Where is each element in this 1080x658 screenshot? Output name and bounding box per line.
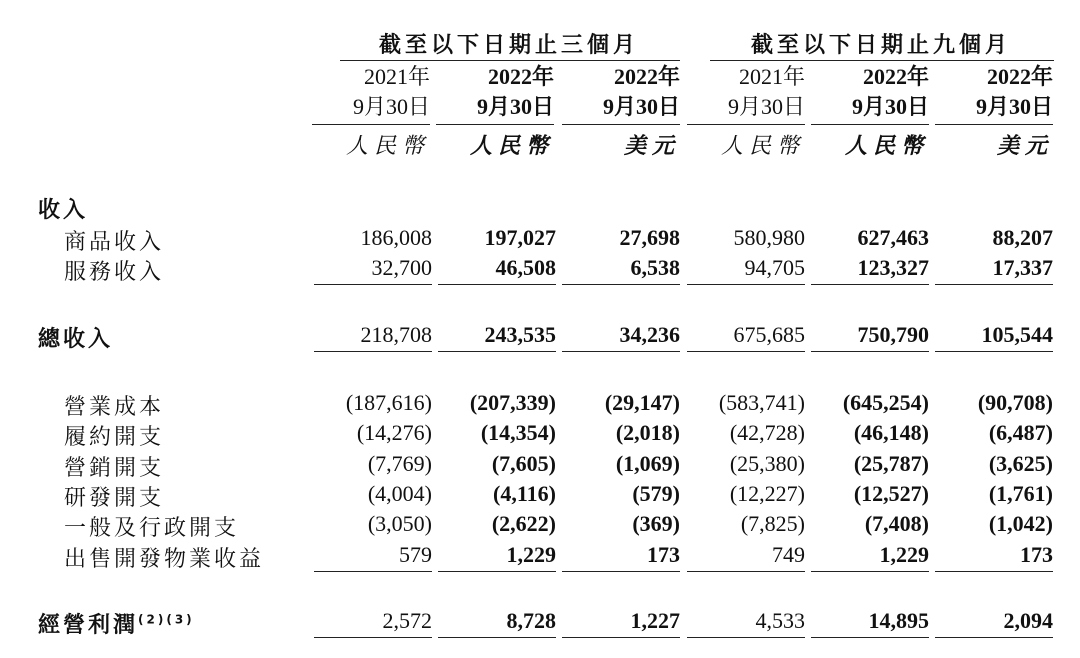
value-product-revenue-col4: 580,980 (733, 225, 805, 250)
value-g-and-a-col1: (3,050) (367, 511, 432, 536)
subtotal-rule (687, 637, 805, 638)
value-total-revenue-col3: 34,236 (619, 322, 680, 347)
subtotal-rule (687, 571, 805, 572)
row-label-property-gain: 出售開發物業收益 (64, 546, 265, 571)
column-header-3 (560, 62, 680, 161)
value-rnd-col4: (12,227) (729, 481, 805, 506)
row-label-cost-of-revenue: 營業成本 (64, 394, 165, 419)
column-header-5 (809, 62, 929, 161)
column-header-year: 2022年 (862, 64, 929, 89)
row-label-service-revenue: 服務收入 (64, 259, 165, 284)
subtotal-rule (935, 571, 1053, 572)
subtotal-rule (314, 351, 432, 352)
column-header-date: 9月30日 (975, 94, 1053, 119)
value-rnd-col1: (4,004) (367, 481, 432, 506)
value-service-revenue-col6: 17,337 (992, 255, 1053, 280)
value-rnd-col3: (579) (632, 481, 680, 506)
value-rnd-col6: (1,761) (988, 481, 1053, 506)
column-header-rule (811, 124, 929, 125)
value-cost-of-revenue-col5: (645,254) (842, 390, 929, 415)
value-property-gain-col1: 579 (399, 542, 432, 567)
value-marketing-col6: (3,625) (988, 451, 1053, 476)
column-header-rule (562, 124, 680, 125)
subtotal-rule (562, 637, 680, 638)
value-service-revenue-col2: 46,508 (495, 255, 556, 280)
column-header-date: 9月30日 (727, 94, 805, 119)
column-header-currency: 人民幣 (720, 133, 805, 158)
value-cost-of-revenue-col4: (583,741) (718, 390, 805, 415)
subtotal-rule (314, 571, 432, 572)
column-header-rule (312, 124, 430, 125)
value-marketing-col3: (1,069) (615, 451, 680, 476)
value-product-revenue-col3: 27,698 (619, 225, 680, 250)
value-product-revenue-col1: 186,008 (360, 225, 432, 250)
subtotal-rule (562, 284, 680, 285)
column-header-currency: 美元 (996, 133, 1053, 158)
column-header-year: 2022年 (487, 64, 554, 89)
subtotal-rule (687, 284, 805, 285)
subtotal-rule (935, 284, 1053, 285)
operating-profit-text: 經營利潤 (38, 613, 139, 638)
column-header-date: 9月30日 (602, 94, 680, 119)
value-g-and-a-col6: (1,042) (988, 511, 1053, 536)
value-property-gain-col5: 1,229 (879, 542, 929, 567)
subtotal-rule (687, 351, 805, 352)
column-header-1 (310, 62, 430, 161)
value-cost-of-revenue-col2: (207,339) (469, 390, 556, 415)
subtotal-rule (438, 284, 556, 285)
value-total-revenue-col6: 105,544 (981, 322, 1053, 347)
value-cost-of-revenue-col1: (187,616) (345, 390, 432, 415)
value-total-revenue-col2: 243,535 (484, 322, 556, 347)
row-label-product-revenue: 商品收入 (64, 229, 165, 254)
column-header-year: 2021年 (363, 64, 430, 89)
row-label-revenue-heading: 收入 (38, 198, 89, 223)
column-header-currency: 人民幣 (844, 133, 929, 158)
subtotal-rule (314, 284, 432, 285)
subtotal-rule (438, 351, 556, 352)
operating-profit-footnote: (2)(3) (138, 612, 195, 627)
column-header-6 (933, 62, 1053, 161)
column-header-4 (685, 62, 805, 161)
value-g-and-a-col4: (7,825) (740, 511, 805, 536)
value-property-gain-col4: 749 (772, 542, 805, 567)
subtotal-rule (811, 351, 929, 352)
subtotal-rule (438, 571, 556, 572)
subtotal-rule (935, 351, 1053, 352)
subtotal-rule (314, 637, 432, 638)
column-header-rule (436, 124, 554, 125)
value-fulfillment-col5: (46,148) (853, 420, 929, 445)
value-property-gain-col6: 173 (1020, 542, 1053, 567)
value-rnd-col5: (12,527) (853, 481, 929, 506)
value-property-gain-col2: 1,229 (506, 542, 556, 567)
row-label-total-revenue: 總收入 (38, 327, 114, 352)
subtotal-rule (811, 637, 929, 638)
value-marketing-col5: (25,787) (853, 451, 929, 476)
value-operating-profit-col4: 4,533 (755, 608, 805, 633)
value-product-revenue-col6: 88,207 (992, 225, 1053, 250)
column-header-rule (935, 124, 1053, 125)
column-header-year: 2022年 (986, 64, 1053, 89)
value-service-revenue-col3: 6,538 (630, 255, 680, 280)
value-operating-profit-col5: 14,895 (868, 608, 929, 633)
row-label-rnd: 研發開支 (64, 485, 165, 510)
subtotal-rule (562, 351, 680, 352)
value-operating-profit-col3: 1,227 (630, 608, 680, 633)
subtotal-rule (562, 571, 680, 572)
group-header-nine-months: 截至以下日期止九個月 (750, 33, 1011, 58)
column-header-year: 2022年 (613, 64, 680, 89)
subtotal-rule (438, 637, 556, 638)
value-fulfillment-col3: (2,018) (615, 420, 680, 445)
group-header-nine-months-rule (710, 60, 1054, 61)
column-header-year: 2021年 (738, 64, 805, 89)
subtotal-rule (811, 284, 929, 285)
value-fulfillment-col2: (14,354) (480, 420, 556, 445)
value-rnd-col2: (4,116) (493, 481, 556, 506)
subtotal-rule (811, 571, 929, 572)
value-fulfillment-col1: (14,276) (356, 420, 432, 445)
row-label-fulfillment: 履約開支 (64, 424, 165, 449)
group-header-three-months-rule (340, 60, 680, 61)
row-label-g-and-a: 一般及行政開支 (64, 515, 240, 540)
value-marketing-col4: (25,380) (729, 451, 805, 476)
value-cost-of-revenue-col3: (29,147) (604, 390, 680, 415)
value-total-revenue-col5: 750,790 (857, 322, 929, 347)
row-label-operating-profit (38, 608, 195, 639)
value-g-and-a-col5: (7,408) (864, 511, 929, 536)
value-operating-profit-col2: 8,728 (506, 608, 556, 633)
column-header-currency: 人民幣 (345, 133, 430, 158)
value-total-revenue-col1: 218,708 (360, 322, 432, 347)
subtotal-rule (935, 637, 1053, 638)
group-header-three-months: 截至以下日期止三個月 (378, 33, 639, 58)
value-product-revenue-col5: 627,463 (857, 225, 929, 250)
column-header-date: 9月30日 (851, 94, 929, 119)
value-service-revenue-col5: 123,327 (857, 255, 929, 280)
value-cost-of-revenue-col6: (90,708) (977, 390, 1053, 415)
value-service-revenue-col1: 32,700 (371, 255, 432, 280)
value-fulfillment-col4: (42,728) (729, 420, 805, 445)
value-g-and-a-col2: (2,622) (491, 511, 556, 536)
column-header-currency: 人民幣 (469, 133, 554, 158)
value-property-gain-col3: 173 (647, 542, 680, 567)
column-header-rule (687, 124, 805, 125)
row-label-marketing: 營銷開支 (64, 455, 165, 480)
column-header-2 (434, 62, 554, 161)
value-marketing-col2: (7,605) (491, 451, 556, 476)
value-fulfillment-col6: (6,487) (988, 420, 1053, 445)
value-total-revenue-col4: 675,685 (733, 322, 805, 347)
value-operating-profit-col1: 2,572 (382, 608, 432, 633)
column-header-date: 9月30日 (476, 94, 554, 119)
value-product-revenue-col2: 197,027 (484, 225, 556, 250)
column-header-date: 9月30日 (352, 94, 430, 119)
value-marketing-col1: (7,769) (367, 451, 432, 476)
column-header-currency: 美元 (623, 133, 680, 158)
value-operating-profit-col6: 2,094 (1003, 608, 1053, 633)
value-g-and-a-col3: (369) (632, 511, 680, 536)
value-service-revenue-col4: 94,705 (744, 255, 805, 280)
